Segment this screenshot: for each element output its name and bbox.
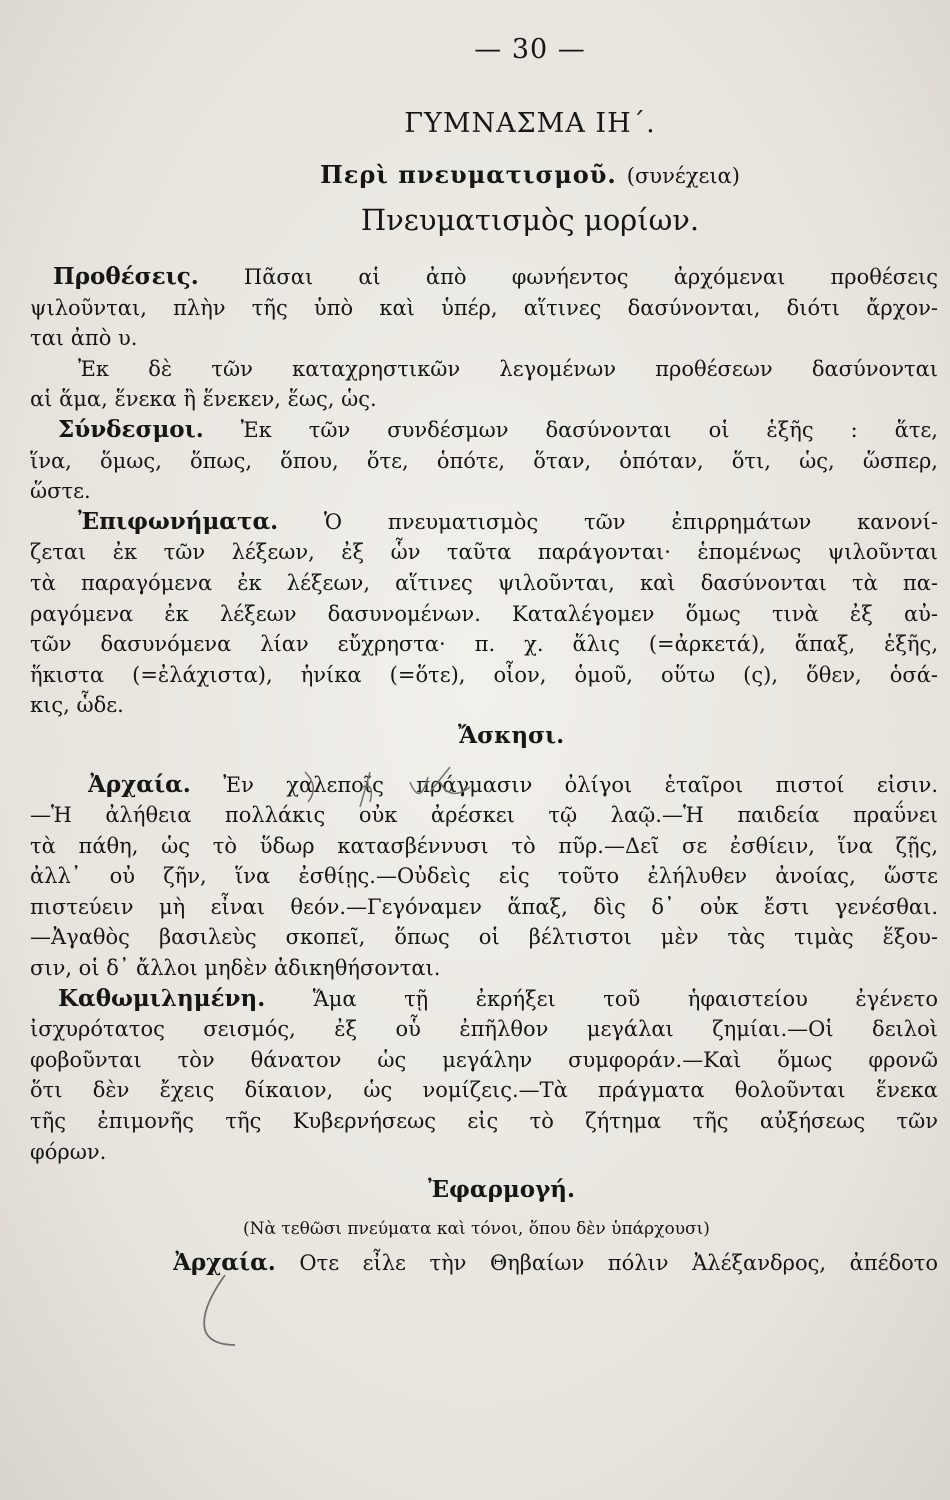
text-line: ἵνα, ὅμως, ὅπως, ὅπου, ὅτε, ὁπότε, ὅταν, ὁπόταν, ὅτι, ὡς, ὥσπερ, <box>30 448 938 473</box>
text-line: τῆς ἐπιμονῆς τῆς Κυβερνήσεως εἰς τὸ ζήτημα τῆς αὐξήσεως τῶν <box>30 1109 938 1134</box>
text-line: ἰσχυρότατος σεισμός, ἐξ οὗ ἐπῆλθον μεγάλαι ζημίαι.—Οἱ δειλοὶ <box>30 1017 938 1042</box>
text-line: ἥκιστα (=ἐλάχιστα), ἡνίκα (=ὅτε), οἷον, ὁμοῦ, οὕτω (ς), ὅθεν, ὁσά- <box>30 662 938 687</box>
text-line: τὰ παραγόμενα ἐκ λέξεων, αἵτινες ψιλοῦνται, καὶ δασύνονται τὰ πα- <box>30 570 938 595</box>
text-line: κις, ὧδε. <box>30 693 124 718</box>
text-line <box>58 415 938 446</box>
text-line: πιστεύειν μὴ εἶναι θεόν.—Γεγόναμεν ἅπαξ, δὶς δ᾽ οὐκ ἔστι γενέσθαι. <box>30 894 938 919</box>
paragraph-lead: Ἀρχαία. <box>173 1249 276 1277</box>
heading-askisi <box>458 721 658 752</box>
text-line: φόρων. <box>30 1139 107 1164</box>
paragraph-lead: Σύνδεσμοι. <box>58 415 204 443</box>
subtitle-note: (συνέχεια) <box>626 164 740 188</box>
pencil-mark-icon <box>170 1270 240 1350</box>
text-line <box>53 262 938 293</box>
text-line: ἀλλ᾽ οὐ ζῆν, ἵνα ἐσθίῃς.—Οὐδεὶς εἰς τοῦτο ἐλήλυθεν ἀνοίας, ὥστε <box>30 864 938 889</box>
text-line: —Ἡ ἀλήθεια πολλάκις οὐκ ἀρέσκει τῷ λαῷ.—Ἡ παιδεία πραΰνει <box>30 803 938 828</box>
heading-efarmogi <box>428 1175 628 1206</box>
heading-text: Ἄσκησι. <box>458 721 565 749</box>
text-line <box>173 1248 938 1279</box>
line-text: Ἐκ τῶν συνδέσμων δασύνονται οἱ ἑξῆς : ἅτε, <box>203 417 938 442</box>
paragraph-lead: Ἀρχαία. <box>88 770 191 798</box>
line-text: Πᾶσαι αἱ ἀπὸ φωνήεντος ἀρχόμεναι προθέσεις <box>198 265 938 289</box>
subtitle-main: Περὶ πνευματισμοῦ. <box>320 160 617 189</box>
exercise-title: ΓΥΜΝΑΣΜΑ ΙΗ΄. <box>404 108 656 139</box>
subtitle <box>0 160 950 189</box>
text-line: —Ἀγαθὸς βασιλεὺς σκοπεῖ, ὅπως οἱ βέλτιστοι μὲν τὰς τιμὰς ἕξου- <box>30 925 938 950</box>
paragraph-lead: Καθωμιλημένη. <box>58 984 266 1012</box>
heading-text: Ἐφαρμογή. <box>428 1176 575 1204</box>
text-line: τὰ πάθη, ὡς τὸ ὕδωρ κατασβέννυσι τὸ πῦρ.—Δεῖ σε ἐσθίειν, ἵνα ζῇς, <box>30 833 938 858</box>
line-text: Ἐν χαλεποῖς πράγμασιν ὀλίγοι ἑταῖροι πιστοί εἰσιν. <box>190 772 938 797</box>
text-line: ται ἀπὸ υ. <box>30 326 138 351</box>
text-line: σιν, οἱ δ᾽ ἄλλοι μηδὲν ἀδικηθήσονται. <box>30 956 441 981</box>
text-line: ὥστε. <box>30 479 91 504</box>
line-text: Ὁ πνευματισμὸς τῶν ἐπιρρημάτων κανονί- <box>278 509 938 534</box>
text-line: Ἐκ δὲ τῶν καταχρηστικῶν λεγομένων προθέσεων δασύνονται <box>78 356 938 381</box>
text-line: ραγόμενα ἐκ λέξεων δασυνομένων. Καταλέγομεν ὅμως τινὰ ἐξ αὐ- <box>30 601 938 626</box>
page-number: — 30 — <box>474 34 586 65</box>
instruction-line <box>243 1212 943 1243</box>
text-line: ψιλοῦνται, πλὴν τῆς ὑπὸ καὶ ὑπέρ, αἵτινες δασύνονται, διότι ἄρχον- <box>30 295 938 320</box>
section-title: Πνευματισμὸς μορίων. <box>360 203 700 237</box>
pencil-scribble-icon <box>300 762 530 822</box>
text-line: τῶν δασυνόμενα λίαν εὔχρηστα· π. χ. ἅλις (=ἀρκετά), ἅπαξ, ἑξῆς, <box>30 632 938 657</box>
paragraph-lead: Ἐπιφωνήματα. <box>78 507 279 535</box>
line-text: Οτε εἶλε τὴν Θηβαίων πόλιν Ἀλέξανδρος, ἀπέδοτο <box>275 1251 938 1276</box>
text-line: αἱ ἅμα, ἕνεκα ἢ ἕνεκεν, ἕως, ὡς. <box>30 387 377 412</box>
line-text: Ἅμα τῇ ἐκρήξει τοῦ ἡφαιστείου ἐγένετο <box>265 986 938 1011</box>
instruction-text: (Νὰ τεθῶσι πνεύματα καὶ τόνοι, ὅπου δὲν ὑπάρχουσι) <box>243 1218 710 1239</box>
text-line: ὅτι δὲν ἔχεις δίκαιον, ὡς νομίζεις.—Τὰ πράγματα θολοῦνται ἕνεκα <box>30 1078 938 1103</box>
text-line <box>58 984 938 1015</box>
paragraph-lead: Προθέσεις. <box>53 263 199 290</box>
text-line: ζεται ἐκ τῶν λέξεων, ἐξ ὧν ταῦτα παράγονται· ἑπομένως ψιλοῦνται <box>30 540 938 565</box>
text-line <box>78 507 938 538</box>
text-line: φοβοῦνται τὸν θάνατον ὡς μεγάλην συμφοράν.—Καὶ ὅμως φρονῶ <box>30 1047 938 1072</box>
